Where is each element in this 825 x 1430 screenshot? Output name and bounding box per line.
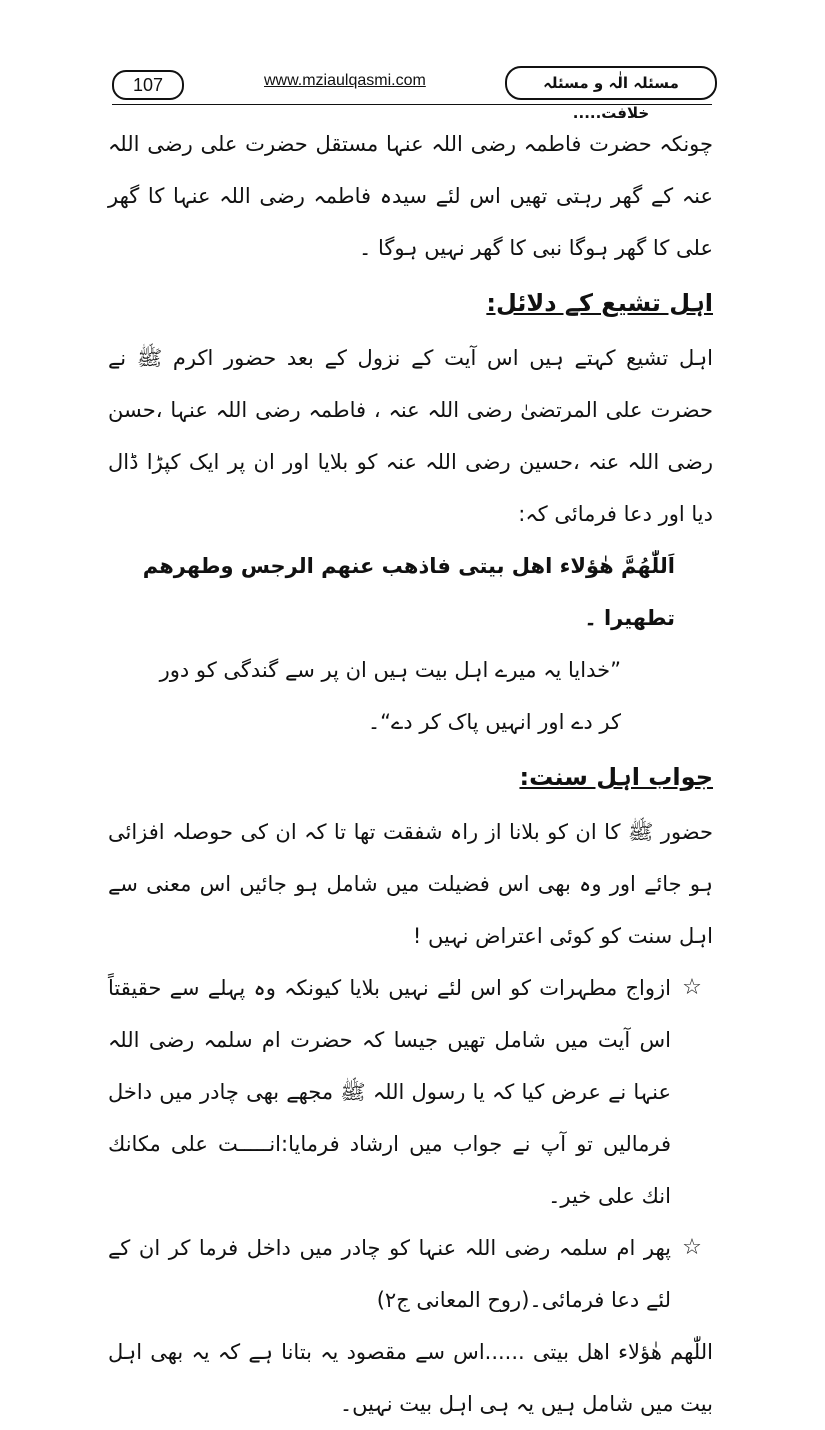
book-title: مسئلہ الٰہ و مسئلہ خلافت..... xyxy=(505,66,717,100)
arabic-quote: اَللّٰھُمَّ ھٰؤلاء اھل بیتی فاذھب عنھم الرجس وطھرھم تطھیرا ۔ xyxy=(142,554,675,630)
star-icon: ☆ xyxy=(682,975,702,1000)
paragraph-1: چونکہ حضرت فاطمہ رضی اللہ عنہا مستقل حضرت علی رضی اللہ عنہ کے گھر رہتی تھیں اس لئے سیدہ فاطمہ رضی اللہ عنہا کا گھر علی کا گھر ہوگا نبی کا گھر نہیں ہوگا ۔ xyxy=(108,132,713,260)
bullet-item-1 xyxy=(108,962,713,1222)
heading-sunni-answer: جواب اہل سنت: xyxy=(519,763,713,791)
page-number: 107 xyxy=(112,70,184,100)
bullet-item-2 xyxy=(108,1222,713,1326)
heading-shia-arguments: اہل تشیع کے دلائل: xyxy=(486,289,713,317)
website-link[interactable]: www.mziaulqasmi.com xyxy=(264,72,426,89)
bullet-text-1: ازواج مطہرات کو اس لئے نہیں بلایا کیونکہ وہ پہلے سے حقیقتاً اس آیت میں شامل تھیں جیسا کہ حضرت ام سلمہ رضی اللہ عنہا نے عرض کیا کہ یا رسول اللہ ﷺ مجھے بھی چادر میں داخل فرمالیں تو آپ نے جواب میں ارشاد فرمایا:انـــــت علی مکانك انك علی خیر۔ xyxy=(108,976,671,1208)
header-divider xyxy=(112,104,712,105)
page-header xyxy=(0,0,825,122)
paragraph-3: حضور ﷺ کا ان کو بلانا از راہ شفقت تھا تا کہ ان کی حوصلہ افزائی ہو جائے اور وہ بھی اس فضیلت میں شامل ہو جائیں اس معنی سے اہل سنت کو کوئی اعتراض نہیں ! xyxy=(108,820,713,948)
paragraph-4: اللّٰھم ھٰؤلاء اھل بیتی ......اس سے مقصود یہ بتانا ہے کہ یہ بھی اہل بیت میں شامل ہیں یہ ہی اہل بیت نہیں۔ xyxy=(108,1340,713,1416)
bullet-text-2: پھر ام سلمہ رضی اللہ عنہا کو چادر میں داخل فرما کر ان کے لئے دعا فرمائی۔(روح المعانی ج۲) xyxy=(108,1236,671,1312)
star-icon: ☆ xyxy=(682,1235,702,1260)
paragraph-2: اہل تشیع کہتے ہیں اس آیت کے نزول کے بعد حضور اکرم ﷺ نے حضرت علی المرتضیٰ رضی اللہ عنہ ، فاطمہ رضی اللہ عنہا ،حسن رضی اللہ عنہ ،حسین رضی اللہ عنہ کو بلایا اور ان پر ایک کپڑا ڈال دیا اور دعا فرمائی کہ: xyxy=(108,346,713,526)
page-body xyxy=(108,118,713,1430)
quote-translation: ”خدایا یہ میرے اہل بیت ہیں ان پر سے گندگی کو دور کر دے اور انہیں پاک کر دے“۔ xyxy=(159,658,621,734)
